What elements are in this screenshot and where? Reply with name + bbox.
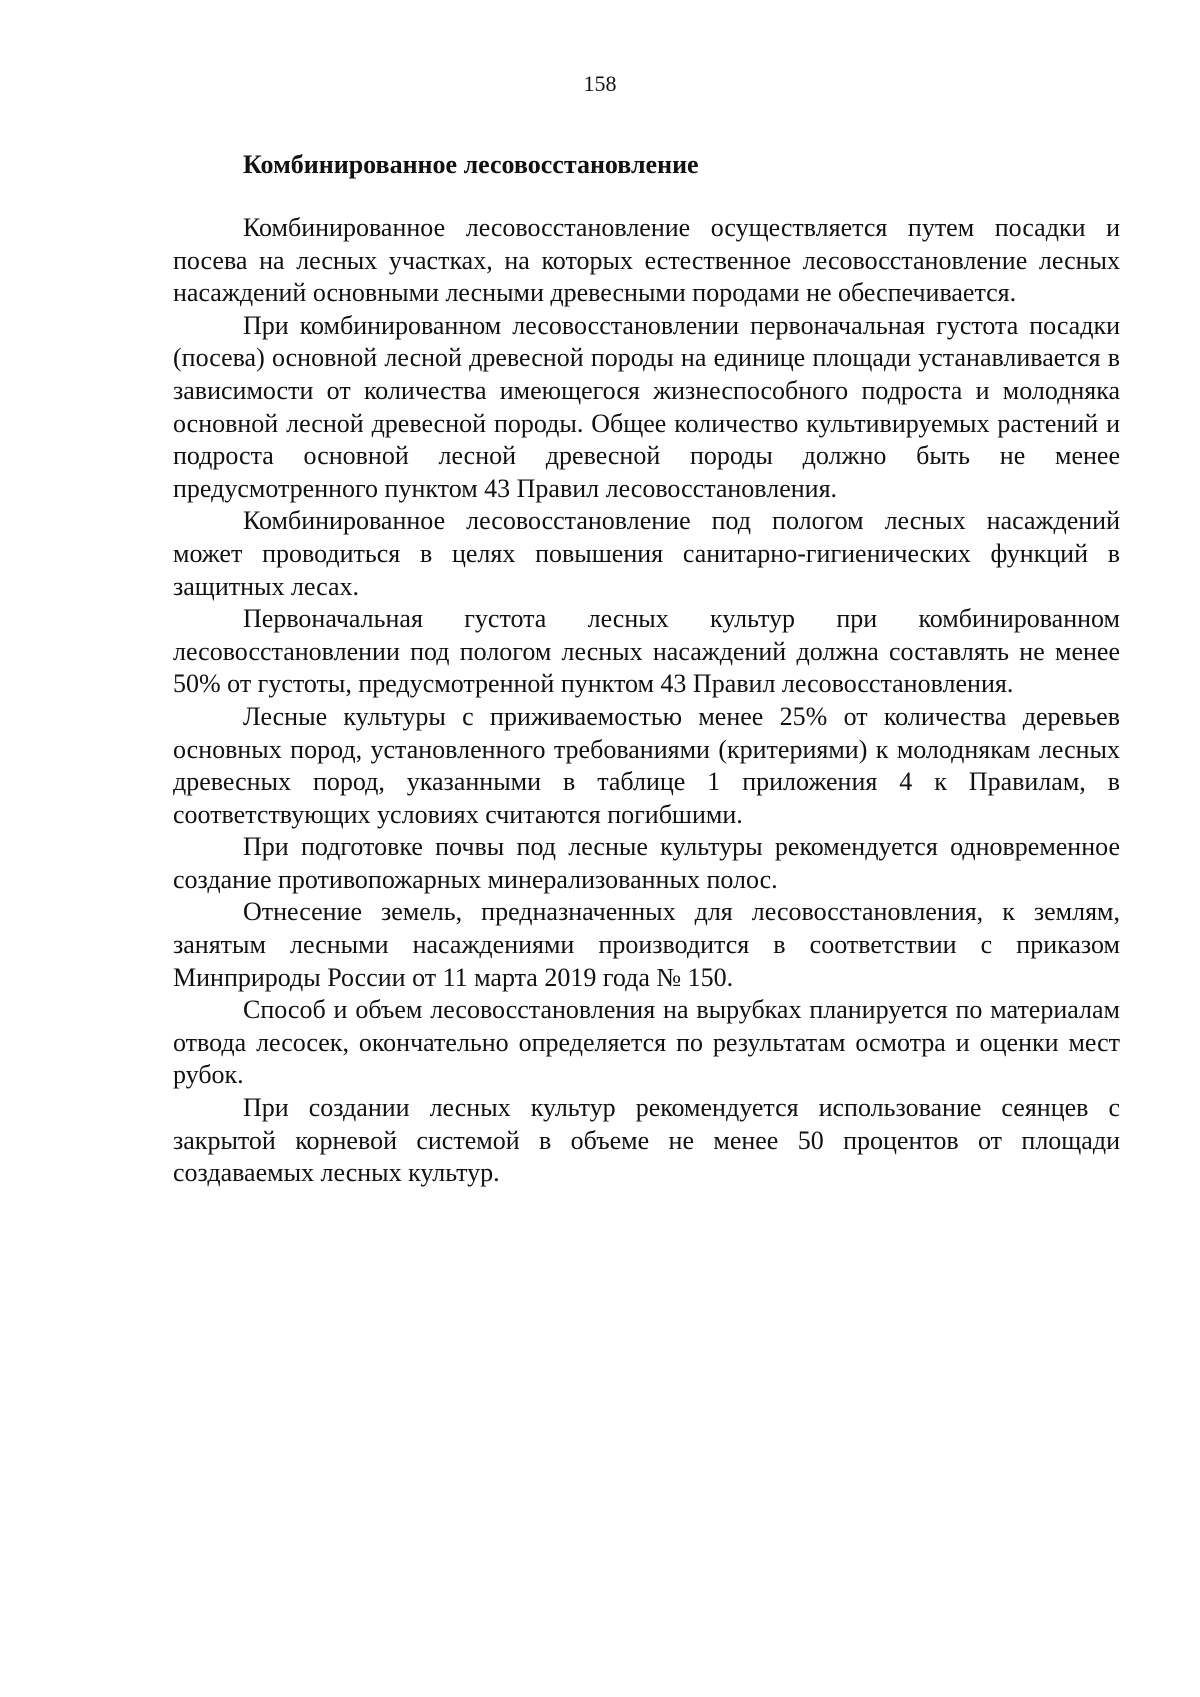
paragraph: При создании лесных культур рекомендуется использование сеянцев с закрытой корневой системой в объеме не менее 50 процентов от площади создаваемых лесных культур. xyxy=(173,1093,1120,1188)
paragraph: При подготовке почвы под лесные культуры рекомендуется одновременное создание противопожарных минерализованных полос. xyxy=(173,832,1120,894)
paragraph: Отнесение земель, предназначенных для лесовосстановления, к землям, занятым лесными насаждениями производится в соответствии с приказом Минприроды России от 11 марта 2019 года № 150. xyxy=(173,897,1120,992)
body-text xyxy=(173,212,1120,1190)
paragraph: Комбинированное лесовосстановление под пологом лесных насаждений может проводиться в целях повышения санитарно-гигиенических функций в защитных лесах. xyxy=(173,506,1120,601)
paragraph: Лесные культуры с приживаемостью менее 25% от количества деревьев основных пород, установленного требованиями (критериями) к молоднякам лесных древесных пород, указанными в таблице 1 приложения 4 к Правилам, в соответствующих условиях считаются погибшими. xyxy=(173,701,1120,829)
paragraph: Комбинированное лесовосстановление осуществляется путем посадки и посева на лесных участках, на которых естественное лесовосстановление лесных насаждений основными лесными древесными породами не обеспечивается. xyxy=(173,213,1120,308)
paragraph: Первоначальная густота лесных культур при комбинированном лесовосстановлении под пологом лесных насаждений должна составлять не менее 50% от густоты, предусмотренной пунктом 43 Правил лесовосстановления. xyxy=(173,604,1120,699)
paragraph: При комбинированном лесовосстановлении первоначальная густота посадки (посева) основной лесной древесной породы на единице площади устанавливается в зависимости от количества имеющегося жизнеспособного подроста и молодняка основной лесной древесной породы. Общее количество культивируемых растений и подроста основной лесной древесной породы должно быть не менее предусмотренного пунктом 43 Правил лесовосстановления. xyxy=(173,310,1120,503)
page-number: 158 xyxy=(583,71,617,96)
paragraph: Способ и объем лесовосстановления на вырубках планируется по материалам отвода лесосек, окончательно определяется по результатам осмотра и оценки мест рубок. xyxy=(173,995,1120,1090)
section-heading: Комбинированное лесовосстановление xyxy=(243,150,699,179)
